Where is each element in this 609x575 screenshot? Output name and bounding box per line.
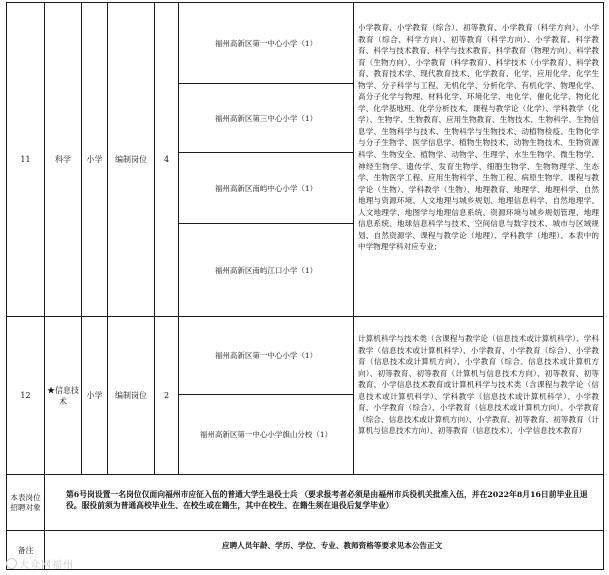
recruit-target-text: 第6号岗设置一名岗位仅面向福州市应征入伍的普通大学生退役士兵 （要求报考者必须是由福州市兵役机关批准入伍，并在2022年8月16日前毕业且退役。服役前须为普通高校毕业生、在校生或在籍生，其中在校生、在籍生须在退役后复学毕业） (66, 490, 588, 510)
column-divider (353, 2, 354, 475)
level-cell: 小学 (86, 155, 103, 164)
major-requirements: 小学教育、小学教育（综合）、初等教育、小学教育（科学方向）、小学教育（综合、科学方向）、初等教育（科学方向）、小学教育、科学教育、科学与技术教育、科学与技术教育、科学教育（物理方向）、科学教育（生物方向）、小学教育（科学教育）、科学技术（小学教育）、科学教育、教育技术学、现代教育技术、化学教育、化学、应用化学、化学生物学、分子科学与工程、无机化学、分析化学、有机化学、物理化学、高分子化学与物理、材料化学、环境化学、电化学、催化化学、物化化学、化学基地班、化学分析技术、课程与教学论（化学）、学科教学（化学）、生物学、生物教育、应用生物教育、生物技术、生物科学、生物信息学、生物科学与技术、生物科学与生物技术、动植物检疫、生物化学与分子生物学、医学信息学、植物生物技术、动物生物技术、生物资源科学、生物安全、植物学、动物学、生理学、水生生物学、微生物学、神经生物学、遗传学、发育生物学、细胞生物学、生物物理学、生态学、生物医学工程、应用生物科学、生物工程、病原生物学、课程与教学论（生物）、学科教学（生物）、地理教育、地理学、地理科学、自然地理与资源环境、人文地理与城乡规划、地理信息科学、自然地理学、人文地理学、地图学与地理信息系统、资源环境与城乡规划管理、地理信息系统、地球信息科学与技术、空间信息与数字技术、城市与区域规划、自然资源学、课程与教学论（地理）、学科教学（地理）、本表中的中学物理学科对应专业； (358, 23, 599, 252)
count-cell: 4 (163, 155, 170, 164)
row-divider (6, 530, 604, 531)
school-cell: 福州高新区第三中心小学（1） (214, 113, 318, 123)
watermark (6, 556, 74, 571)
watermark-text: 大众网福州 (19, 560, 74, 571)
table-border-right (603, 2, 604, 570)
level-cell: 小学 (86, 391, 103, 400)
school-cell: 福州高新区南屿江口小学（1） (214, 265, 318, 275)
school-cell: 福州高新区第一中心小学旗山分校（1） (199, 430, 333, 439)
row-number: 12 (20, 391, 31, 400)
count-cell: 2 (163, 391, 170, 400)
row-number: 11 (20, 155, 31, 164)
school-cell: 福州高新区第一中心小学（1） (214, 351, 318, 360)
post-type-cell: 编制岗位 (115, 391, 147, 400)
row-divider (6, 474, 604, 475)
table-border-bottom (6, 569, 604, 570)
post-type-cell: 编制岗位 (115, 155, 147, 164)
remark-text: 应聘人员年龄、学历、学位、专业、教师资格等要求见本公告正文 (222, 541, 443, 550)
subject-cell: 科学 (55, 155, 71, 164)
watermark-logo-icon (6, 558, 17, 569)
recruit-target-label: 本表岗位招聘对象 (10, 492, 41, 512)
subject-cell: ★信息技术 (47, 385, 79, 406)
major-requirements: 计算机科学与技术类（含课程与教学论（信息技术或计算机科学）、学科教学（信息技术或计算机科学）、小学教育、小学教育（综合）、小学教育（信息技术或计算机方向）、小学教育（综合、信息技术或计算机方向）、初等教育、初等教育（计算机与信息技术方向）、初等教育、初等教育、小学信息技术教育或计算机科学与技术类（含课程与教学论（信息技术或计算机科学）、学科教学（信息技术或计算机科学）、小学教育、小学教育（综合）、小学教育（信息技术或计算机方向）、小学教育（综合、信息技术或计算机方向）、小学教育、初等教育、初等教育（计算机与信息技术方向）、初等教育（信息技术）、小学信息技术教育） (358, 334, 599, 436)
remark-label: 备注 (17, 545, 34, 555)
school-cell: 福州高新区第一中心小学（1） (214, 38, 318, 48)
school-cell: 福州高新区南屿中心小学（1） (214, 183, 318, 193)
